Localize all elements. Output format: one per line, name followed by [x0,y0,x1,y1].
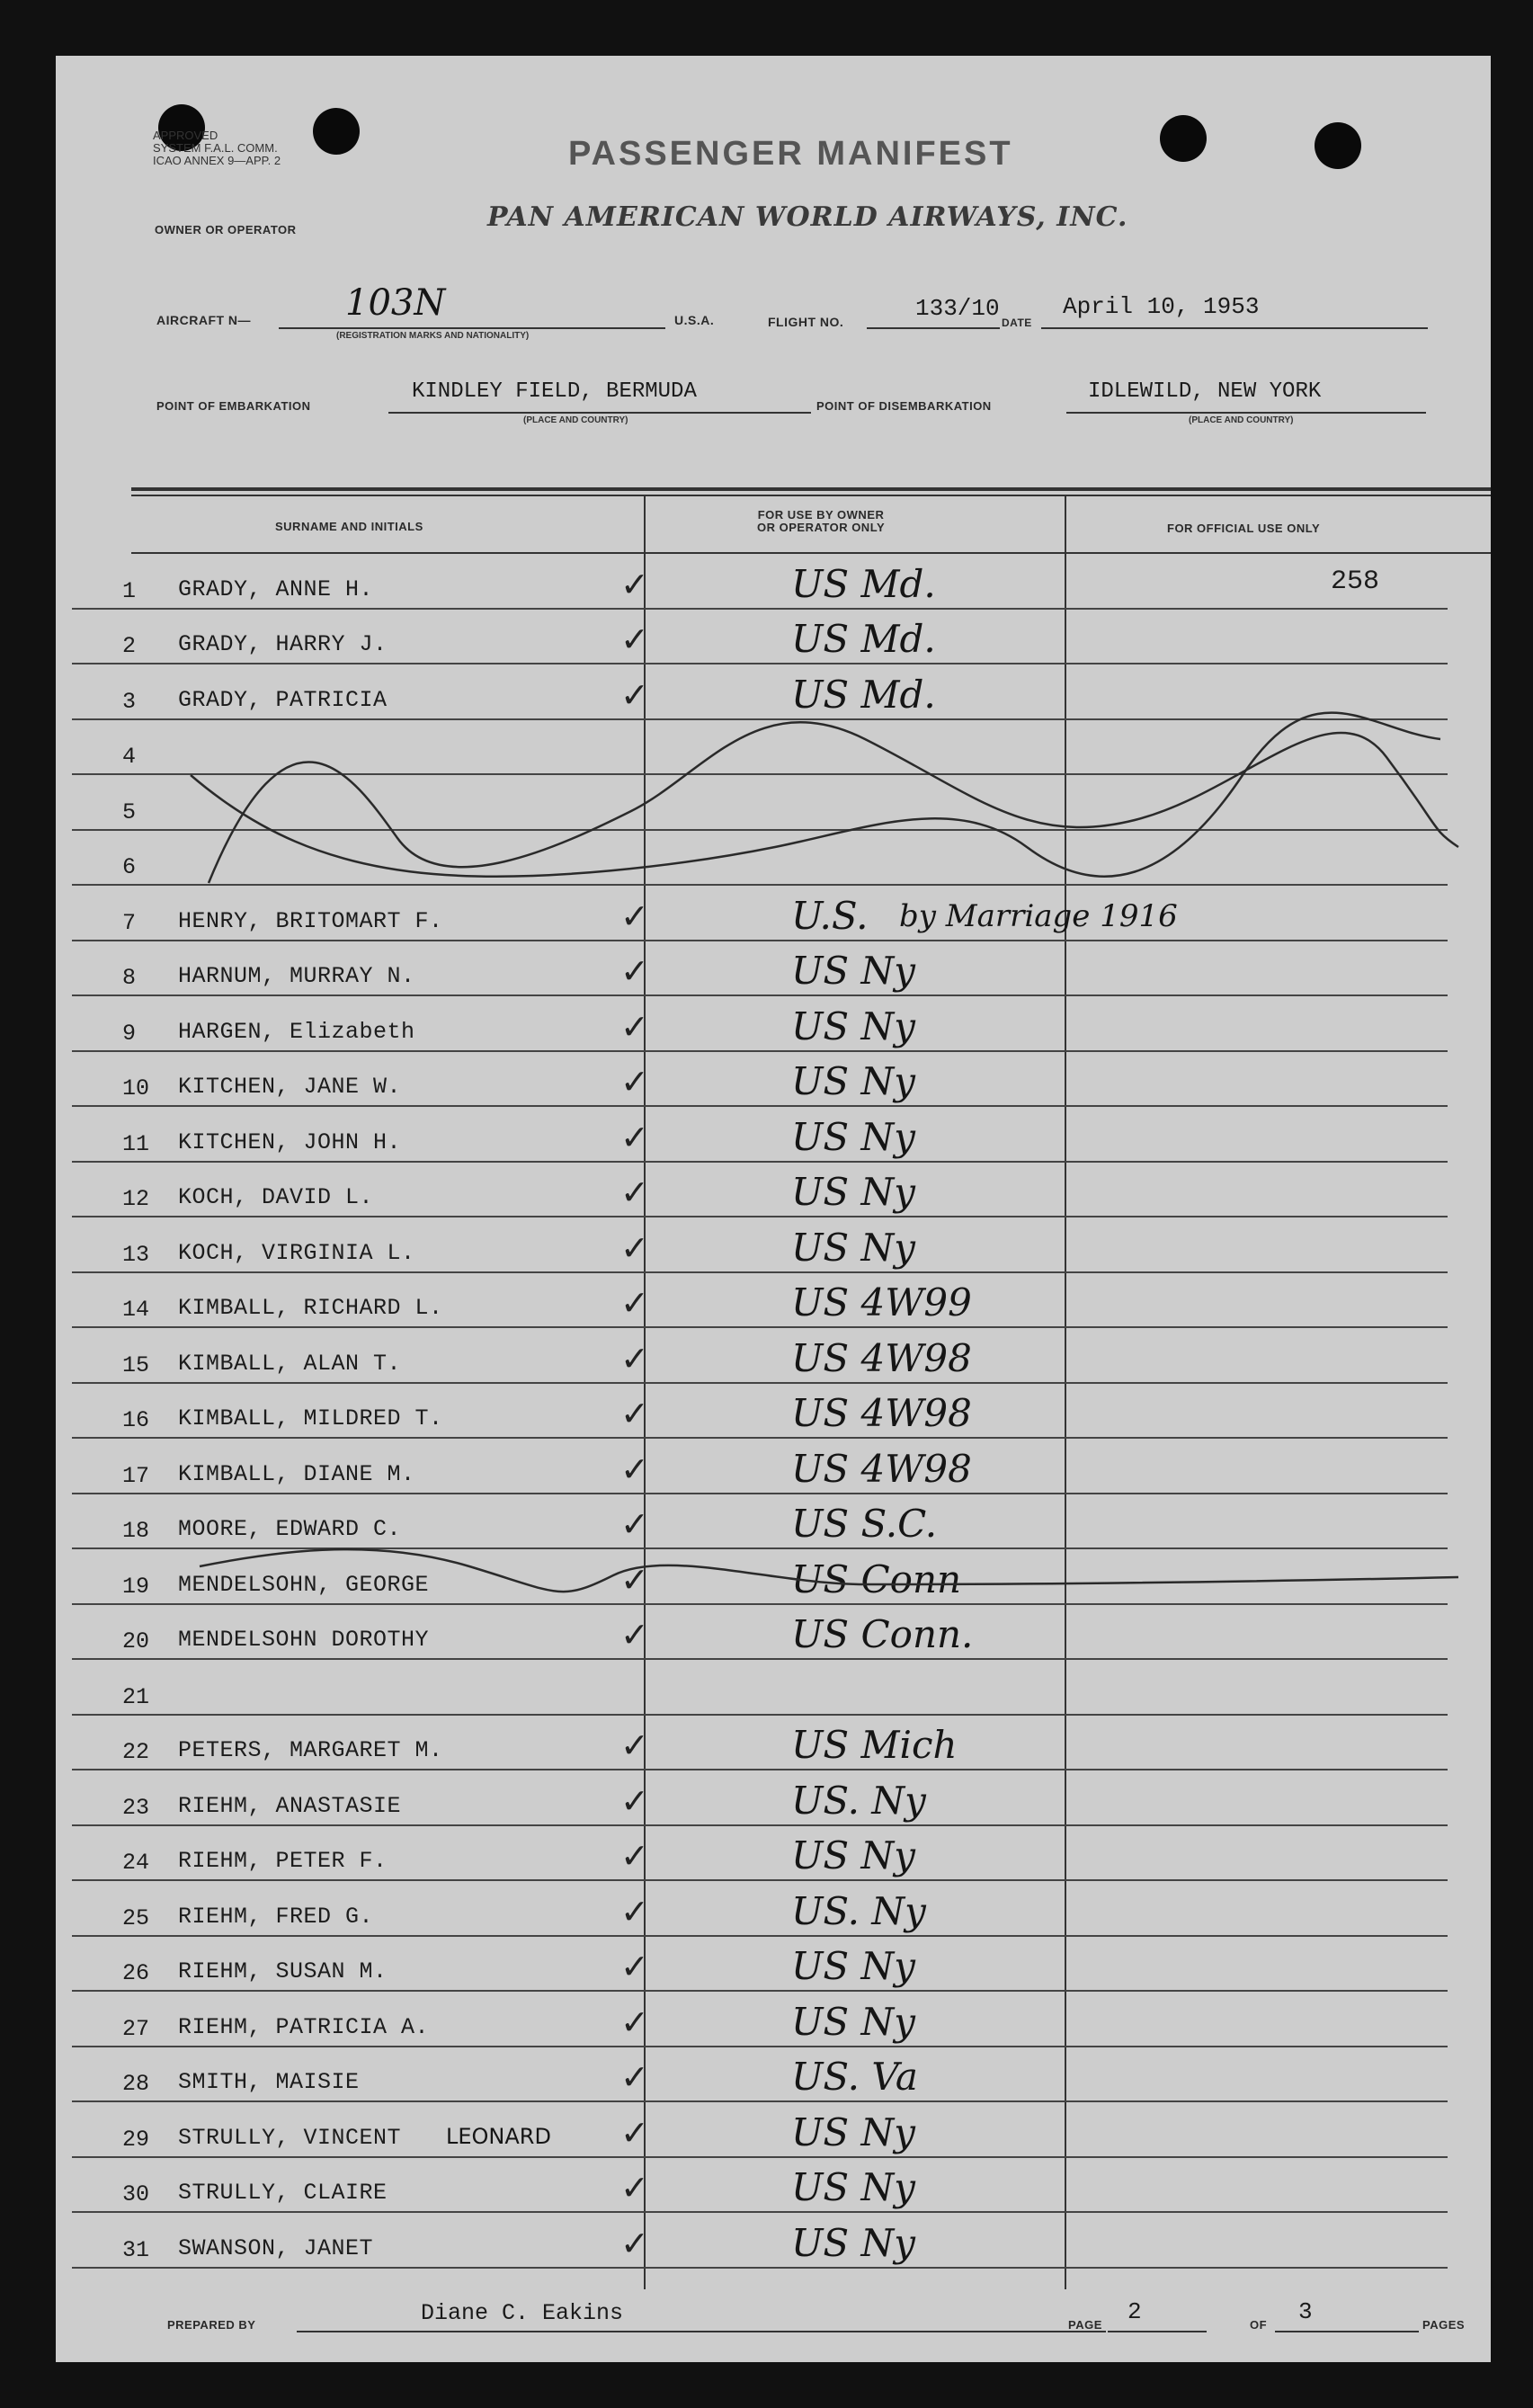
check-mark: ✓ [620,1117,649,1157]
nationality-note: US Ny [791,1059,915,1103]
table-row [72,2156,1448,2214]
passenger-name: GRADY, ANNE H. [178,575,374,602]
pages-label: PAGES [1422,2318,1466,2332]
nationality-note: US Md. [791,672,936,717]
handwritten-middle-name: LEONARD [446,2123,551,2149]
table-row [72,552,1448,610]
of-underline [1275,2331,1419,2332]
check-mark: ✓ [620,2057,649,2097]
check-mark: ✓ [620,1780,649,1821]
table-row [72,1105,1448,1163]
column-official-use: FOR OFFICIAL USE ONLY [1167,522,1321,535]
passenger-name: PETERS, MARGARET M. [178,1737,443,1763]
table-row [72,1714,1448,1771]
passenger-name: KOCH, VIRGINIA L. [178,1239,415,1266]
approval-stamp [153,129,281,167]
check-mark: ✓ [620,1394,649,1433]
table-row [72,1271,1448,1329]
check-mark: ✓ [620,1173,649,1212]
check-mark: ✓ [620,1891,649,1931]
embarkation-place: KINDLEY FIELD, BERMUDA [412,379,697,404]
table-row [72,773,1448,831]
row-number: 9 [122,1020,137,1047]
passenger-name: MOORE, EDWARD C. [178,1516,402,1542]
date-underline [1041,327,1428,329]
table-row [72,884,1448,941]
row-number: 28 [122,2071,150,2097]
date-label: DATE [1002,317,1032,329]
passenger-name: RIEHM, PETER F. [178,1848,388,1874]
table-row [72,1326,1448,1384]
disembarkation-label: POINT OF DISEMBARKATION [816,399,992,413]
page-number: 2 [1127,2298,1142,2325]
table-row [72,829,1448,887]
nationality-note: US. Ny [791,1778,926,1823]
row-number: 6 [122,854,137,880]
row-number: 12 [122,1186,150,1212]
row-number: 23 [122,1794,150,1821]
passenger-name: STRULLY, VINCENT [178,2124,402,2151]
check-mark: ✓ [620,1615,649,1654]
check-mark: ✓ [620,1559,649,1600]
check-mark: ✓ [620,896,649,936]
table-row [72,2100,1448,2158]
row-number: 24 [122,1850,150,1876]
table-row [72,1935,1448,1993]
table-row [72,2046,1448,2103]
table-top-rule-2 [131,495,1491,496]
check-mark: ✓ [620,2168,649,2207]
table-row [72,1603,1448,1661]
aircraft-registration: 103N [345,282,446,324]
nationality-note: US Ny [791,949,915,993]
check-mark: ✓ [620,2002,649,2042]
nationality-note: US. Ny [791,1888,926,1933]
table-row [72,1050,1448,1108]
registration-caption: (REGISTRATION MARKS AND NATIONALITY) [336,331,530,341]
passenger-name: KIMBALL, RICHARD L. [178,1295,443,1321]
row-number: 18 [122,1518,150,1544]
passenger-name: MENDELSOHN, GEORGE [178,1571,430,1598]
table-row [72,1990,1448,2047]
nationality-note: US Mich [791,1723,958,1767]
column-owner-use-line: FOR USE BY OWNER [757,508,885,522]
row-number: 31 [122,2236,150,2263]
check-mark: ✓ [620,1227,649,1268]
passenger-name: RIEHM, FRED G. [178,1903,374,1930]
table-row [72,2211,1448,2269]
of-label: OF [1250,2318,1268,2332]
nationality-note: US. Va [791,2055,918,2099]
table-row [72,1382,1448,1440]
check-mark: ✓ [620,2223,649,2263]
operator-name: PAN AMERICAN WORLD AIRWAYS, INC. [487,201,1128,233]
nationality-note: US Ny [791,1999,915,2044]
passenger-name: RIEHM, PATRICIA A. [178,2013,430,2040]
nationality-note: US Ny [791,2220,915,2265]
table-row [72,1824,1448,1882]
row-number: 5 [122,798,137,825]
punch-hole-3 [1160,115,1207,162]
stamp-line: SYSTEM F.A.L. COMM. [153,141,278,155]
table-row [72,1769,1448,1826]
usa-label: U.S.A. [674,313,715,327]
passenger-name: RIEHM, ANASTASIE [178,1792,402,1819]
stamp-line: ICAO ANNEX 9—APP. 2 [153,154,281,167]
embarkation-label: POINT OF EMBARKATION [156,399,311,413]
passenger-name: KITCHEN, JANE W. [178,1074,402,1100]
flight-underline [867,327,1000,329]
operator-label: OWNER OR OPERATOR [155,223,297,236]
nationality-note: U.S. [791,893,869,938]
check-mark: ✓ [620,1726,649,1765]
passenger-name: KOCH, DAVID L. [178,1184,374,1210]
row-number: 25 [122,1904,150,1931]
table-row [72,608,1448,665]
nationality-note: US Ny [791,1170,915,1214]
disembarkation-caption: (PLACE AND COUNTRY) [1189,415,1294,425]
check-mark: ✓ [620,951,649,991]
passenger-name: HARNUM, MURRAY N. [178,963,415,989]
passenger-name: SWANSON, JANET [178,2234,374,2261]
check-mark: ✓ [620,1449,649,1489]
nationality-note: US 4W99 [791,1280,972,1324]
prepared-by-label: PREPARED BY [167,2318,256,2332]
row-number: 22 [122,1739,150,1765]
nationality-note: US Ny [791,1003,915,1048]
table-row [72,718,1448,776]
nationality-note: US 4W98 [791,1446,972,1491]
column-owner-use-line: OR OPERATOR ONLY [757,521,886,534]
table-row [72,1216,1448,1273]
row-number: 27 [122,2015,150,2042]
row-number: 3 [122,688,137,715]
flight-label: FLIGHT NO. [768,315,844,329]
nationality-note: US Md. [791,561,936,606]
nationality-note: US Ny [791,1114,915,1159]
check-mark: ✓ [620,564,649,604]
handwritten-annotation: by Marriage 1916 [899,897,1178,934]
table-row [72,1437,1448,1494]
disembarkation-place: IDLEWILD, NEW YORK [1088,379,1322,404]
column-surname: SURNAME AND INITIALS [275,520,423,533]
nationality-note: US Md. [791,617,936,661]
row-number: 26 [122,1960,150,1986]
stamp-line: APPROVED [153,129,218,142]
row-number: 30 [122,2181,150,2207]
nationality-note: US Conn. [791,1612,974,1656]
nationality-note: US Ny [791,2109,915,2154]
row-number: 15 [122,1351,150,1378]
row-number: 8 [122,965,137,991]
flight-number: 133/10 [915,295,1000,322]
table-row [72,940,1448,997]
row-number: 2 [122,633,137,659]
row-number: 13 [122,1241,150,1268]
nationality-note: US 4W98 [791,1335,972,1380]
table-row [72,1879,1448,1937]
row-number: 19 [122,1573,150,1600]
embarkation-underline [388,412,811,414]
table-row [72,1161,1448,1218]
table-top-rule [131,487,1491,491]
punch-hole-2 [313,108,360,155]
passenger-name: MENDELSOHN DOROTHY [178,1627,430,1653]
embarkation-caption: (PLACE AND COUNTRY) [523,415,628,425]
check-mark: ✓ [620,1947,649,1986]
aircraft-underline [279,327,665,329]
flight-date: April 10, 1953 [1063,293,1260,320]
passenger-name: STRULLY, CLAIRE [178,2180,388,2206]
passenger-name: SMITH, MAISIE [178,2069,360,2095]
passenger-name: GRADY, PATRICIA [178,686,388,713]
aircraft-label: AIRCRAFT N— [156,313,252,327]
table-row [72,1547,1448,1605]
row-number: 11 [122,1130,150,1157]
check-mark: ✓ [620,2112,649,2153]
disembarkation-underline [1066,412,1426,414]
table-row [72,994,1448,1052]
check-mark: ✓ [620,1062,649,1101]
passenger-name: RIEHM, SUSAN M. [178,1958,388,1984]
nationality-note: US Ny [791,2165,915,2209]
nationality-note: US 4W98 [791,1391,972,1435]
check-mark: ✓ [620,620,649,659]
row-number: 20 [122,1628,150,1654]
nationality-note: US Conn [791,1556,962,1601]
row-number: 14 [122,1297,150,1323]
row-number: 1 [122,577,137,604]
passenger-name: KIMBALL, MILDRED T. [178,1405,443,1431]
row-number: 16 [122,1407,150,1433]
row-number: 21 [122,1683,150,1710]
column-owner-use [757,509,885,534]
nationality-note: US Ny [791,1225,915,1270]
passenger-name: KIMBALL, DIANE M. [178,1460,415,1487]
passenger-name: KIMBALL, ALAN T. [178,1350,402,1377]
page-title: PASSENGER MANIFEST [568,135,1013,173]
official-note: 258 [1331,566,1380,597]
prepared-by-underline [297,2331,1106,2332]
row-number: 17 [122,1462,150,1489]
check-mark: ✓ [620,1504,649,1544]
nationality-note: US Ny [791,1944,915,1988]
check-mark: ✓ [620,1836,649,1876]
passenger-name: HARGEN, Elizabeth [178,1018,415,1045]
page-label: PAGE [1068,2318,1102,2332]
row-number: 7 [122,909,137,936]
page-underline [1108,2331,1207,2332]
total-pages: 3 [1298,2298,1313,2325]
table-row [72,1493,1448,1550]
nationality-note: US S.C. [791,1502,938,1546]
check-mark: ✓ [620,1283,649,1323]
table-row [72,663,1448,720]
passenger-name: GRADY, HARRY J. [178,631,388,657]
nationality-note: US Ny [791,1833,915,1877]
check-mark: ✓ [620,1338,649,1378]
table-row [72,1658,1448,1716]
row-number: 4 [122,744,137,770]
punch-hole-4 [1315,122,1361,169]
passenger-name: HENRY, BRITOMART F. [178,907,443,934]
check-mark: ✓ [620,1006,649,1047]
prepared-by-name: Diane C. Eakins [421,2300,624,2326]
row-number: 10 [122,1075,150,1101]
manifest-sheet [56,56,1491,2362]
row-number: 29 [122,2126,150,2153]
passenger-name: KITCHEN, JOHN H. [178,1128,402,1155]
check-mark: ✓ [620,674,649,715]
